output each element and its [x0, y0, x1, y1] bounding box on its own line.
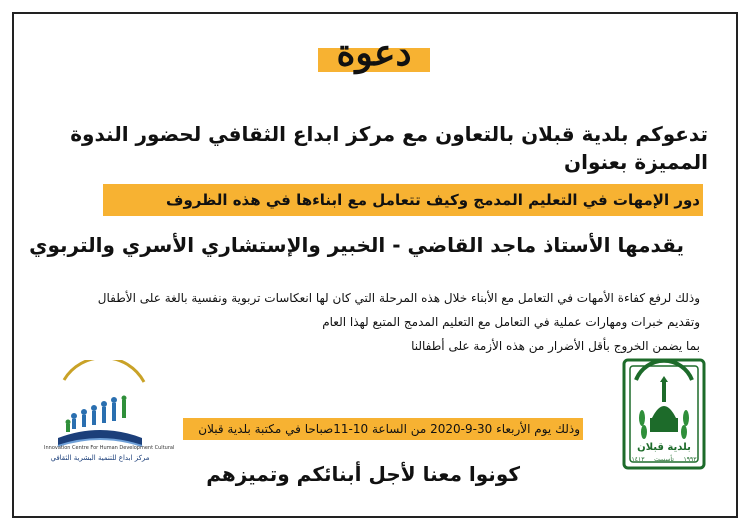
body-line: وذلك لرفع كفاءة الأمهات في التعامل مع الأبناء خلال هذه المرحلة التي كان لها انعكاسات تربوية ونفسية بالغة على الأطفال [97, 291, 700, 305]
topic-text: دور الإمهات في التعليم المدمج وكيف تتعامل مع ابناءها في هذه الظروف [166, 191, 700, 209]
presenter-text: يقدمها الأستاذ ماجد القاضي - الخبير والإستشاري الأسري والتربوي [29, 233, 684, 257]
logo-arabic-name: مركز ابداع للتنمية البشرية الثقافي [50, 454, 150, 462]
datetime-text: وذلك يوم الأربعاء 30-9-2020 من الساعة 10-11صباحا في مكتبة بلدية قبلان [198, 422, 580, 436]
municipality-name: بلدية قبلان [637, 442, 691, 453]
founded-year-gregorian: ١٩٩٣ [683, 456, 697, 463]
logo-english-caption: Innovation Centre For Human Development Cultural [44, 445, 175, 451]
invitation-title: دعوة [336, 32, 412, 74]
body-line: وتقديم خبرات ومهارات عملية في التعامل مع التعليم المدمج المتبع لهذا العام [322, 315, 700, 329]
body-line: بما يضمن الخروج بأقل الأضرار من هذه الأزمة على أطفالنا [411, 339, 700, 353]
founded-label: تأسست [654, 456, 674, 463]
slogan-text: كونوا معنا لأجل أبنائكم وتميزهم [206, 462, 520, 486]
innovation-centre-logo [44, 360, 175, 480]
logo-arc [64, 360, 144, 382]
people-figures-icon [71, 397, 117, 429]
founded-year-hijri: ١٤١٣ [631, 456, 645, 463]
intro-text: تدعوكم بلدية قبلان بالتعاون مع مركز ابداع الثقافي لحضور الندوة المميزة بعنوان [70, 122, 708, 174]
municipality-logo [622, 358, 706, 470]
